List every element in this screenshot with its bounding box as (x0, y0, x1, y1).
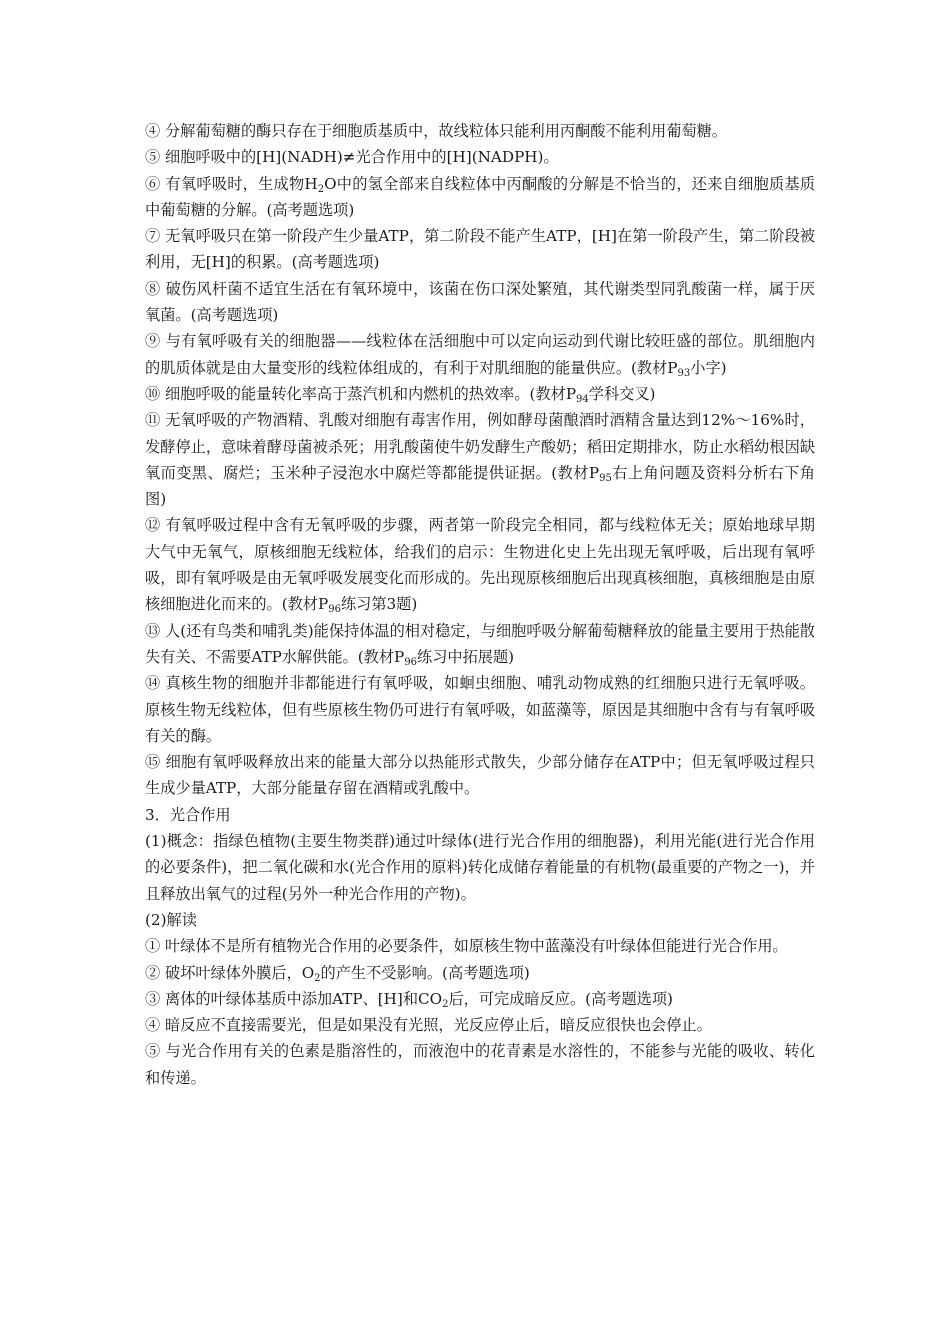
paragraph-11-fermentation: ⑪ 无氧呼吸的产物酒精、乳酸对细胞有毒害作用，例如酵母菌酿酒时酒精含量达到12%～16%时，发酵停止，意味着酵母菌被杀死；用乳酸菌使牛奶发酵生产酸奶；稻田定期排水，防止水稻幼根因缺氧而变黑、腐烂；玉米种子浸泡水中腐烂等都能提供证据。(教材$P_{95}$右上角问题及资料分析右下角图) (145, 411, 815, 509)
paragraph-9-mitochondria: ⑨ 与有氧呼吸有关的细胞器——线粒体在活细胞中可以定向运动到代谢比较旺盛的部位。肌细胞内的肌质体就是由大量变形的线粒体组成的，有利于对肌细胞的能量供应。(教材$P_{93}$小字) (145, 332, 815, 379)
paragraph-8-tetanus: ⑧ 破伤风杆菌不适宜生活在有氧环境中，该菌在伤口深处繁殖，其代谢类型同乳酸菌一样，属于厌氧菌。(高考题选项) (145, 279, 815, 325)
paragraph-7-anaerobic: ⑦ 无氧呼吸只在第一阶段产生少量ATP，第二阶段不能产生ATP，[H]在第一阶段产生，第二阶段被利用，无[H]的积累。(高考题选项) (145, 227, 815, 272)
paragraph-13-body-temperature: ⑬ 人(还有鸟类和哺乳类)能保持体温的相对稳定，与细胞呼吸分解葡萄糖释放的能量主要用于热能散失有关、不需要ATP水解供能。(教材$P_{96}$练习中拓展题) (145, 621, 815, 668)
section-heading-photosynthesis: 3．光合作用 (145, 805, 231, 824)
paragraph-5-nadh: ⑤ 细胞呼吸中的[H](NADH)≠光合作用中的[H](NADPH)。 (145, 148, 559, 167)
document-body (145, 118, 815, 1091)
paragraph-1-chloroplast: ① 叶绿体不是所有植物光合作用的必要条件，如原核生物中蓝藻没有叶绿体但能进行光合作用。 (145, 937, 788, 956)
paragraph-4-enzyme: ④ 分解葡萄糖的酶只存在于细胞质基质中，故线粒体只能利用丙酮酸不能利用葡萄糖。 (145, 122, 727, 140)
paragraph-12-evolution: ⑫ 有氧呼吸过程中含有无氧呼吸的步骤，两者第一阶段完全相同，都与线粒体无关；原始地球早期大气中无氧气，原核细胞无线粒体，给我们的启示：生物进化史上先出现无氧呼吸，后出现有氧呼吸，即有氧呼吸是由无氧呼吸发展变化而形成的。先出现原核细胞后出现真核细胞，真核细胞是由原核细胞进化而来的。(教材$P_{96}$练习第3题) (145, 516, 815, 616)
paragraph-10-efficiency: ⑩ 细胞呼吸的能量转化率高于蒸汽机和内燃机的热效率。(教材$P_{94}$学科交叉) (145, 384, 656, 405)
paragraph-15-energy: ⑮ 细胞有氧呼吸释放出来的能量大部分以热能形式散失，少部分储存在ATP中；但无氧呼吸过程只生成少量ATP，大部分能量存留在酒精或乳酸中。 (145, 753, 815, 798)
paragraph-4-dark-reaction: ④ 暗反应不直接需要光，但是如果没有光照，光反应停止后，暗反应很快也会停止。 (145, 1016, 712, 1035)
paragraph-3-stroma: ③ 离体的叶绿体基质中添加ATP、[H]和$CO_2$后，可完成暗反应。(高考题选项) (145, 989, 673, 1010)
paragraph-2-outer-membrane: ② 破坏叶绿体外膜后，$O_2$的产生不受影响。(高考题选项) (145, 963, 530, 984)
paragraph-6-water-hydrogen: ⑥ 有氧呼吸时，生成物$H_2O$中的氢全部来自线粒体中丙酮酸的分解是不恰当的，还来自细胞质基质中葡萄糖的分解。(高考题选项) (145, 174, 816, 219)
paragraph-5-pigments: ⑤ 与光合作用有关的色素是脂溶性的，而液泡中的花青素是水溶性的，不能参与光能的吸收、转化和传递。 (145, 1042, 815, 1087)
paragraph-14-eukaryotes: ⑭ 真核生物的细胞并非都能进行有氧呼吸，如蛔虫细胞、哺乳动物成熟的红细胞只进行无氧呼吸。原核生物无线粒体，但有些原核生物仍可进行有氧呼吸，如蓝藻等，原因是其细胞中含有与有氧呼吸有关的酶。 (145, 674, 815, 745)
paragraph-concept: (1)概念：指绿色植物(主要生物类群)通过叶绿体(进行光合作用的细胞器)，利用光能(进行光合作用的必要条件)，把二氧化碳和水(光合作用的原料)转化成储存着能量的有机物(最重要的产物之一)，并且释放出氧气的过程(另外一种光合作用的产物)。 (145, 832, 815, 903)
subheading-interpretation: (2)解读 (145, 910, 197, 929)
